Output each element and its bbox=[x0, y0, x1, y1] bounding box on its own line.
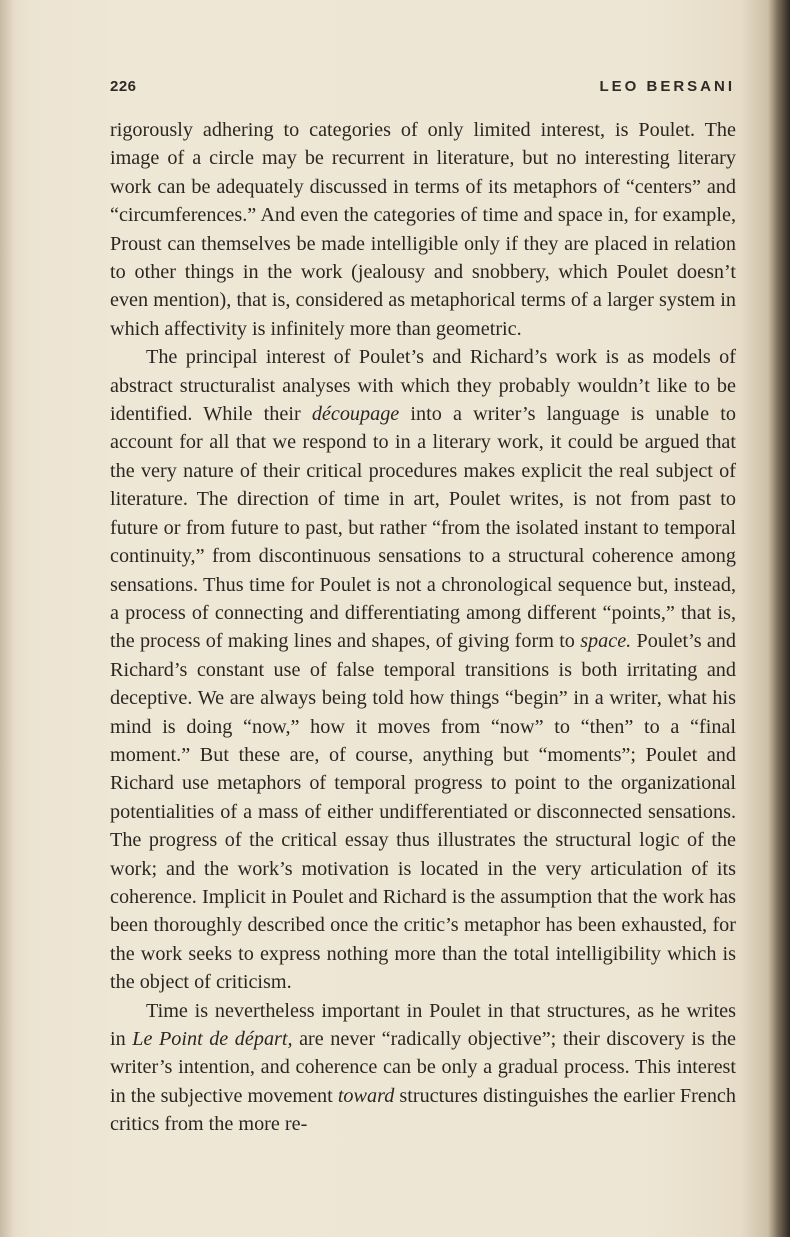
paragraph-1 bbox=[110, 116, 736, 343]
gutter-shadow bbox=[0, 0, 14, 1237]
text-segment: into a writer’s language is unable to account for all that we respond to in a literary work, it could be argued that the very nature of their critical procedures makes explicit the real subject of literature. The direction of time in art, Poulet writes, is not from past to future or from future to past, but rather “from the isolated instant to temporal continuity,” from discontinuous sensations to a structural coherence among sensations. Thus time for Poulet is not a chronological sequence but, instead, a process of connecting and differentiating among different “points,” that is, the process of making lines and shapes, of giving form to bbox=[110, 403, 736, 653]
body-text bbox=[110, 116, 736, 1139]
text-segment: Poulet’s and Richard’s constant use of false temporal transitions is both irritating and deceptive. We are always being told how things “begin” in a writer, what his mind is doing “now,” how it moves from “now” to “then” to a “final moment.” But these are, of course, anything but “moments”; Poulet and Richard use metaphors of temporal progress to point to the organizational potentialities of a mass of either undifferentiated or disconnected sensations. The progress of the critical essay thus illustrates the structural logic of the work; and the work’s motivation is located in the very articulation of its coherence. Implicit in Poulet and Richard is the assumption that the work has been thoroughly described once the critic’s metaphor has been exhausted, for the work seeks to express nothing more than the total intelligibility which is the object of criticism. bbox=[110, 630, 736, 994]
running-head-author: LEO BERSANI bbox=[599, 78, 735, 95]
text-segment: structures distinguishes the earlier French critics from the more re- bbox=[110, 1084, 736, 1136]
text-segment: The principal interest of Poulet’s and Richard’s work is as models of abstract structuralist analyses with which they probably wouldn’t like to be identified. While their bbox=[110, 346, 736, 426]
italic-book-title: Le Point de départ, bbox=[132, 1028, 293, 1050]
paragraph-2 bbox=[110, 343, 736, 996]
italic-term-toward: toward bbox=[337, 1084, 395, 1107]
page-number: 226 bbox=[110, 78, 137, 95]
text-segment: Time is nevertheless important in Poulet in that structures, as he writes in bbox=[110, 999, 736, 1050]
paragraph-3 bbox=[110, 997, 736, 1139]
text-segment: rigorously adhering to categories of only limited interest, is Poulet. The image of a circle may be recurrent in literature, but no interesting literary work can be adequately discussed in terms of its metaphors of “centers” and “circumferences.” And even the categories of time and space in, for example, Proust can themselves be made intelligible only if they are placed in relation to other things in the work (jealousy and snobbery, which Poulet doesn’t even mention), that is, considered as metaphorical terms of a larger system in which affectivity is infinitely more than geometric. bbox=[110, 119, 736, 340]
italic-term-space: space. bbox=[580, 630, 632, 653]
running-head bbox=[110, 78, 735, 100]
italic-term-decoupage: découpage bbox=[311, 403, 400, 426]
text-segment: are never “radically objective”; their discovery is the writer’s intention, and coherence can be only a gradual process. This interest in the subjective movement bbox=[110, 1028, 737, 1107]
